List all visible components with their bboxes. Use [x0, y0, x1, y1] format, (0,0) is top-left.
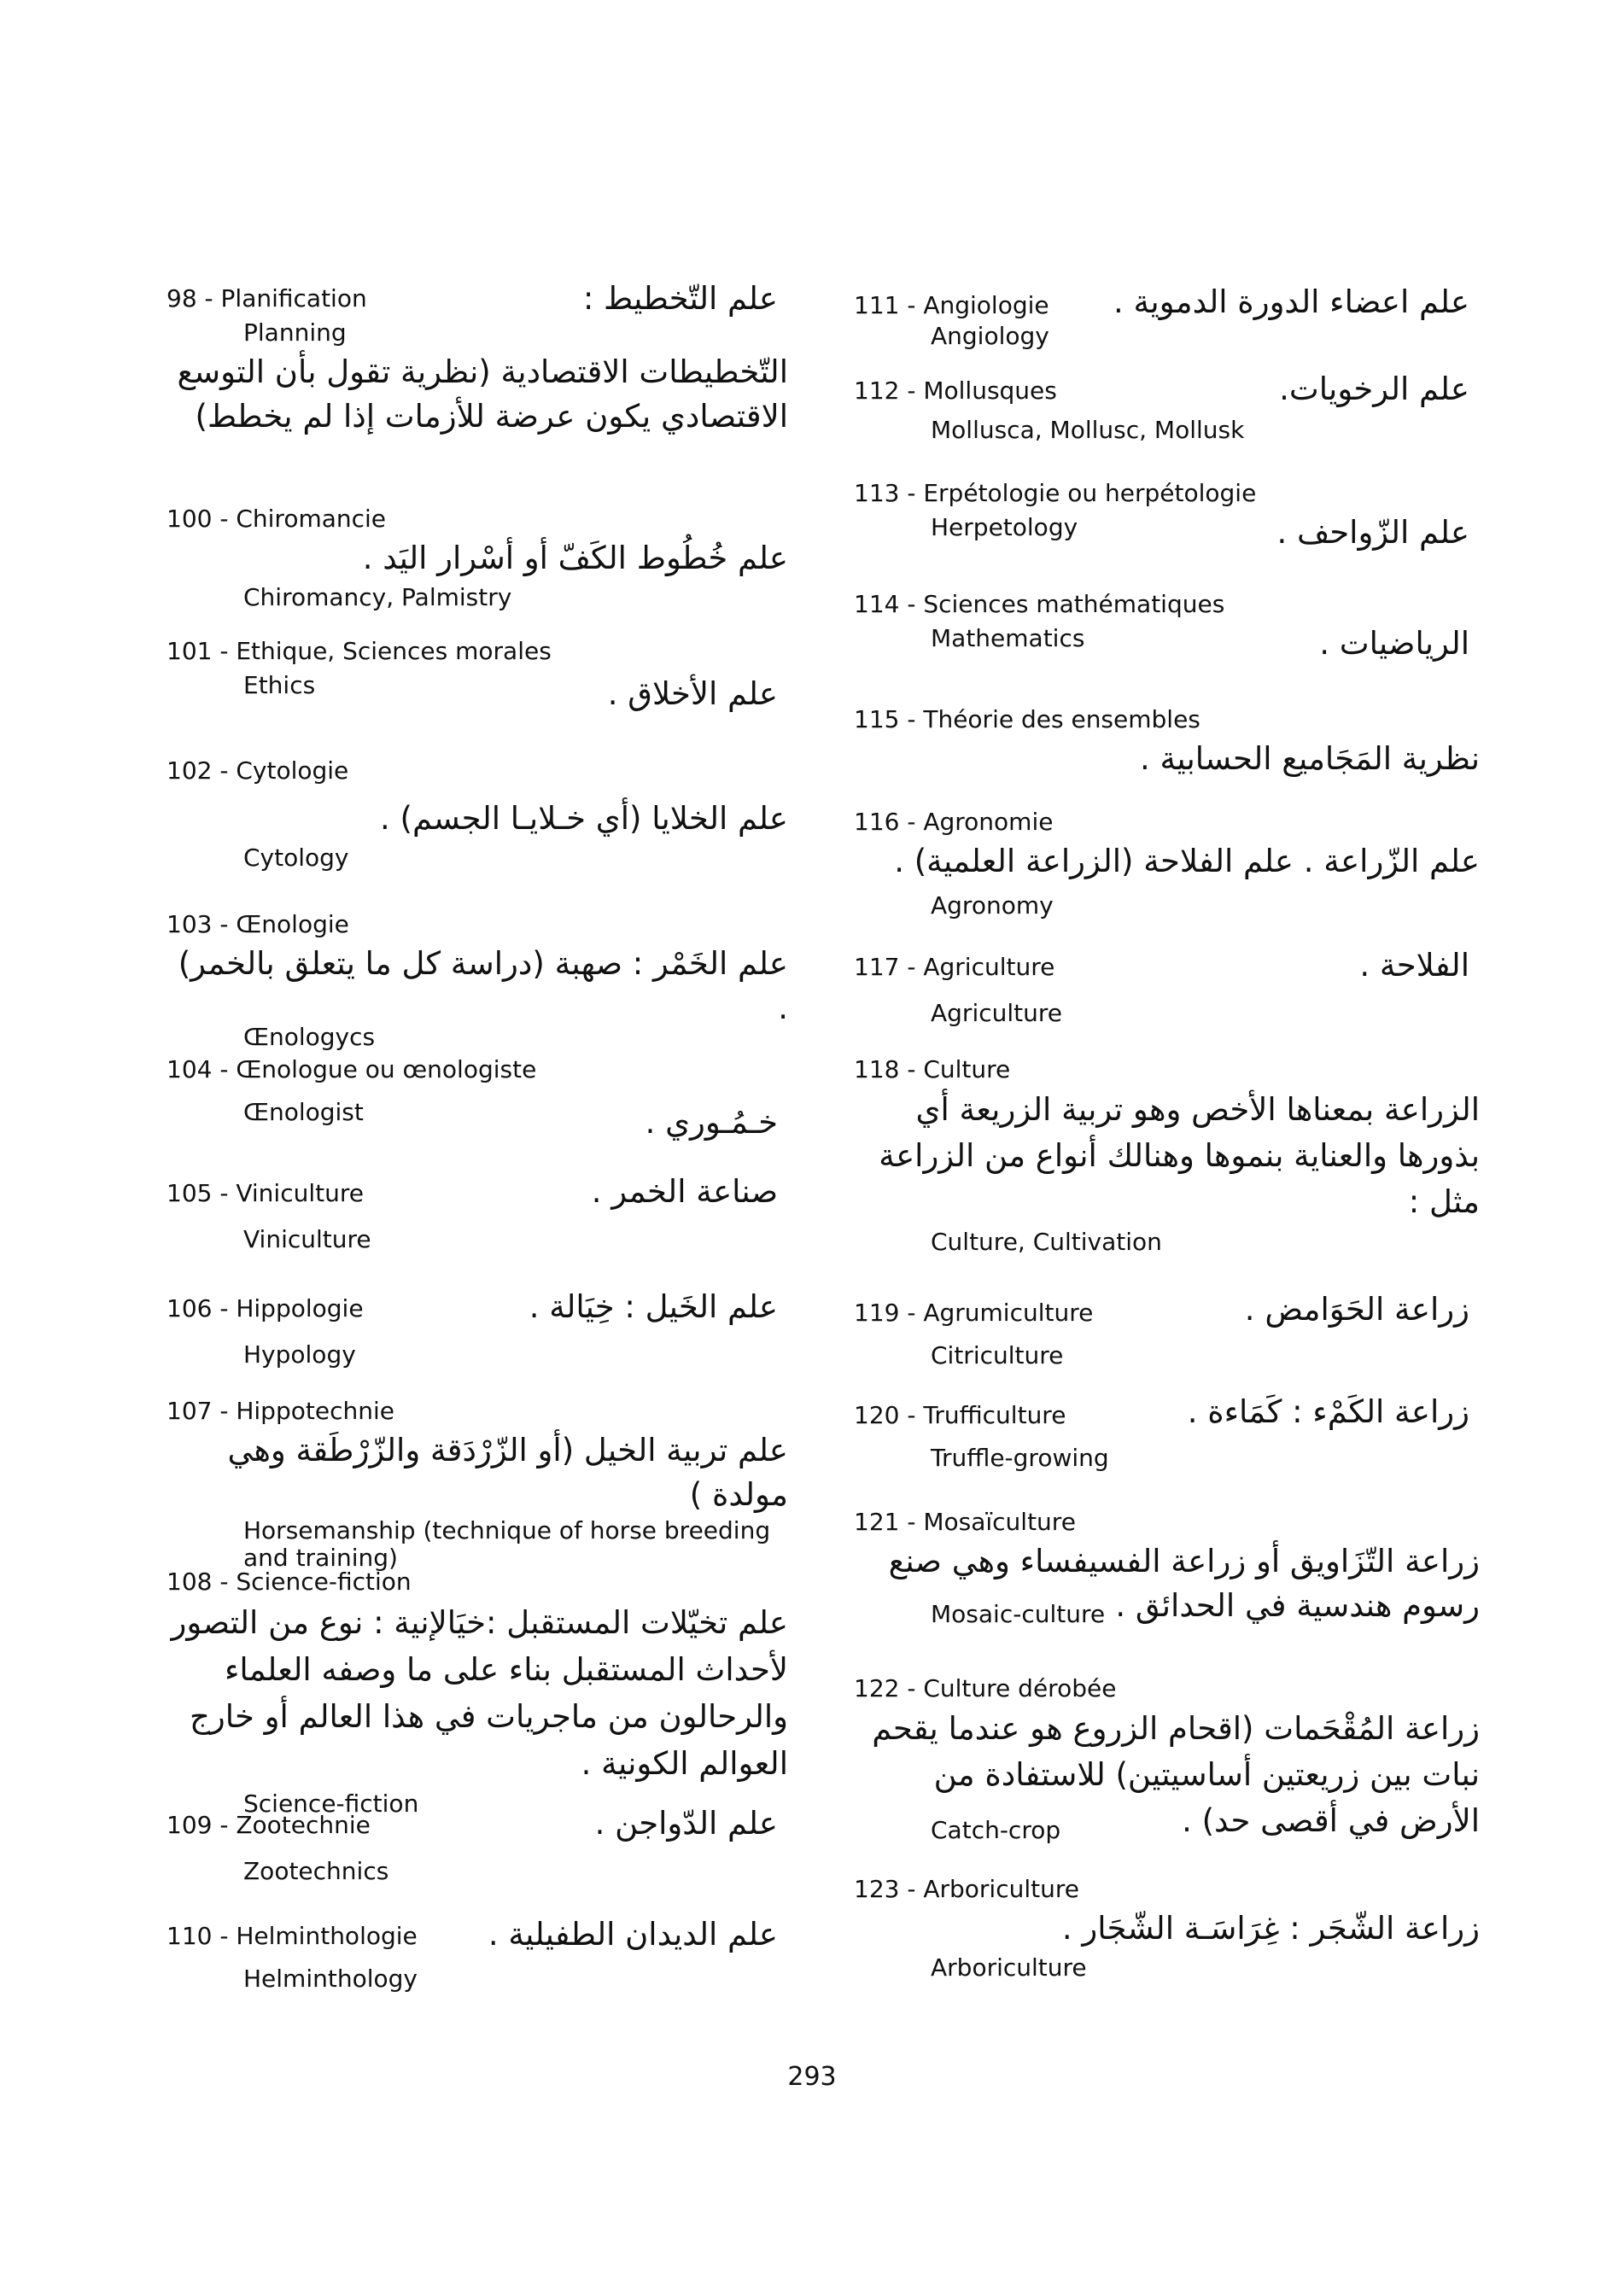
entry-english: Œnologist: [243, 1098, 364, 1126]
entry-head: 100 - Chiromancie: [166, 505, 387, 533]
entry-english: Zootechnics: [243, 1857, 389, 1885]
entry-english: Science-fiction: [243, 1790, 419, 1818]
entry-english: Mosaic-culture: [931, 1600, 1106, 1628]
entry-116: [854, 805, 1490, 950]
entry-114: [854, 587, 1490, 703]
entry-104: [166, 1053, 798, 1177]
entry-arabic: علم الزّراعة . علم الفلاحة (الزراعة العلمية) .: [894, 843, 1480, 879]
entry-head: 108 - Science-fiction: [166, 1568, 412, 1596]
entry-arabic: الزراعة بمعناها الأخص وهو تربية الزريعة أي بذورها والعناية بنموها وهنالك أنواع من الزراعة مثل :: [879, 1091, 1480, 1220]
entry-head: 112 - Mollusques: [854, 377, 1057, 405]
entry-arabic: الرياضيات .: [1319, 625, 1469, 662]
entry-arabic: علم اعضاء الدورة الدموية .: [1113, 283, 1469, 320]
entry-123: [854, 1872, 1490, 1983]
entry-head: 116 - Agronomie: [854, 808, 1054, 836]
entry-120: [854, 1393, 1490, 1505]
entry-head: 122 - Culture dérobée: [854, 1674, 1117, 1702]
entry-english: Planning: [243, 318, 347, 347]
entry-arabic: زراعة الحَوَامض .: [1244, 1291, 1469, 1328]
entry-english: Citriculture: [931, 1341, 1064, 1369]
entry-arabic: علم تربية الخيل (أو الزّرْدَقة والزّرْطَقة وهي مولدة ): [227, 1432, 788, 1513]
entry-arabic: علم التّخطيط :: [582, 280, 778, 317]
entry-112: [854, 371, 1490, 476]
entry-arabic: علم الديدان الطفيلية .: [488, 1916, 778, 1953]
entry-113: [854, 476, 1490, 587]
entry-122: [854, 1672, 1490, 1872]
entry-arabic: علم الدّواجن .: [594, 1805, 778, 1842]
entry-arabic: علم خُطُوط الكَفّ أو أسْرار اليَد .: [362, 540, 788, 576]
entry-english: Arboriculture: [931, 1953, 1087, 1982]
entry-103: [166, 908, 798, 1053]
entry-english: Œnologycs: [243, 1023, 376, 1051]
entry-english: Viniculture: [243, 1225, 371, 1253]
entry-head: 119 - Agrumiculture: [854, 1299, 1094, 1327]
entry-english: Catch-crop: [931, 1816, 1061, 1844]
entry-english: Horsemanship (technique of horse breeding and training): [243, 1516, 771, 1572]
entry-107: [166, 1394, 798, 1572]
entry-english: Herpetology: [931, 513, 1078, 541]
entry-head: 102 - Cytologie: [166, 756, 349, 785]
entry-arabic: علم الخلايا (أي خـلايـا الجسم) .: [380, 800, 788, 837]
entry-101: [166, 634, 798, 754]
entry-english: Cytology: [243, 844, 349, 872]
left-column: [166, 282, 798, 2005]
entry-head: 107 - Hippotechnie: [166, 1397, 394, 1425]
entry-english: Truffle-growing: [931, 1444, 1109, 1472]
entry-english: Mollusca, Mollusc, Mollusk: [931, 416, 1245, 444]
entry-arabic: الفلاحة .: [1359, 947, 1469, 984]
entry-head: 118 - Culture: [854, 1055, 1011, 1083]
entry-head: 98 - Planification: [166, 284, 367, 312]
entry-arabic: علم تخيّلات المستقبل :خيَالإنية : نوع من التصور لأحداث المستقبل بناء على ما وصفه العلماء والرحالون من ماجريات في هذا العالم أو خارج العوالم الكونية .: [171, 1604, 788, 1782]
entry-108: [166, 1565, 798, 1818]
entry-118: [854, 1053, 1490, 1296]
entry-117: [854, 947, 1490, 1053]
entry-100: [166, 502, 798, 634]
entry-119: [854, 1291, 1490, 1398]
page-number: 293: [787, 2062, 837, 2092]
entry-121: [854, 1505, 1490, 1672]
entry-102: [166, 754, 798, 908]
entry-arabic: علم الخَيل : خِيَالة .: [529, 1288, 778, 1325]
entry-106: [166, 1288, 798, 1394]
entry-head: 114 - Sciences mathématiques: [854, 590, 1225, 618]
entry-english: Agronomy: [931, 891, 1054, 920]
entry-english: Ethics: [243, 671, 316, 699]
entry-arabic: علم الزّواحف .: [1276, 514, 1469, 551]
entry-head: 104 - Œnologue ou œnologiste: [166, 1055, 537, 1083]
entry-arabic: علم الخَمْر : صهبة (دراسة كل ما يتعلق بالخمر) .: [178, 945, 788, 1026]
entry-english: Helminthology: [243, 1965, 418, 1993]
entry-english: Culture, Cultivation: [931, 1228, 1162, 1256]
right-column: [854, 283, 1490, 1983]
entry-arabic: صناعة الخمر .: [591, 1173, 778, 1210]
entry-head: 110 - Helminthologie: [166, 1922, 418, 1950]
entry-arabic: علم الأخلاق .: [607, 675, 778, 712]
entry-head: 105 - Viniculture: [166, 1179, 364, 1207]
entry-english: Angiology: [931, 322, 1049, 350]
entry-english: Chiromancy, Palmistry: [243, 583, 512, 611]
entry-arabic: زراعة الكَمْء : كَمَاءة .: [1187, 1393, 1469, 1430]
entry-head: 120 - Trufficulture: [854, 1401, 1066, 1429]
entry-105: [166, 1173, 798, 1292]
entry-head: 121 - Mosaïculture: [854, 1508, 1076, 1536]
entry-head: 115 - Théorie des ensembles: [854, 705, 1200, 733]
entry-head: 101 - Ethique, Sciences morales: [166, 637, 552, 665]
entry-arabic: علم الرخويات.: [1279, 371, 1469, 407]
entry-description: التّخطيطات الاقتصادية (نظرية تقول بأن التوسع الاقتصادي يكون عرضة للأزمات إذا لم يخطط): [177, 353, 788, 435]
entry-109: [166, 1805, 798, 1919]
entry-110: [166, 1916, 798, 2005]
entry-head: 103 - Œnologie: [166, 910, 349, 938]
entry-115: [854, 703, 1490, 805]
entry-head: 109 - Zootechnie: [166, 1811, 371, 1839]
entry-english: Agriculture: [931, 999, 1062, 1027]
entry-english: Hypology: [243, 1340, 356, 1369]
entry-arabic: خـمُـوري .: [645, 1104, 778, 1141]
entry-head: 123 - Arboriculture: [854, 1875, 1079, 1903]
entry-english: Mathematics: [931, 624, 1085, 652]
entry-head: 106 - Hippologie: [166, 1294, 364, 1323]
entry-111: [854, 283, 1490, 374]
entry-arabic: نظرية المَجَاميع الحسابية .: [1139, 740, 1480, 777]
entry-arabic: زراعة المُقْحَمات (اقحام الزروع هو عندما يقحم نبات بين زريعتين أساسيتين) للاستفادة من الأرض في أقصى حد) .: [872, 1710, 1480, 1839]
entry-head: 117 - Agriculture: [854, 953, 1055, 981]
entry-arabic: زراعة الشّجَر : غِرَاسَـة الشّجَار .: [1061, 1910, 1480, 1947]
entry-head: 113 - Erpétologie ou herpétologie: [854, 479, 1257, 507]
entry-head: 111 - Angiologie: [854, 291, 1049, 319]
entry-98: [166, 282, 798, 502]
entry-arabic: زراعة التّزَاويق أو زراعة الفسيفساء وهي صنع رسوم هندسية في الحدائق .: [888, 1543, 1480, 1624]
